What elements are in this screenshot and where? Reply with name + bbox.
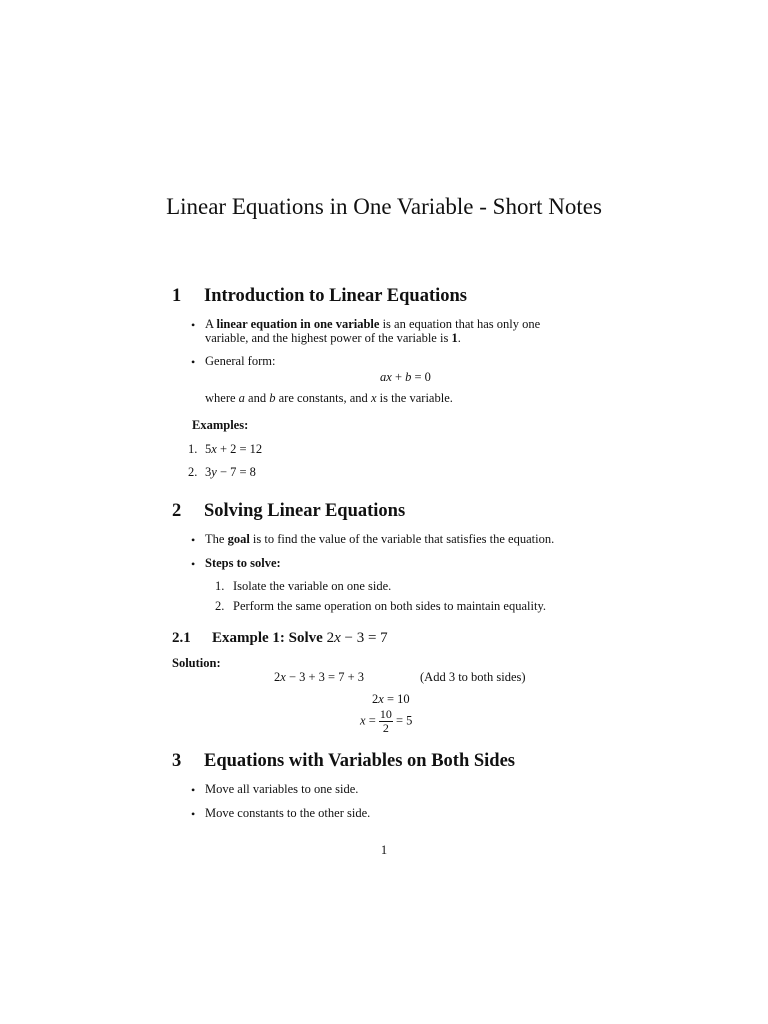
text-segment: The: [205, 532, 228, 546]
step-number: 2.: [215, 599, 225, 613]
solution-step-3: x = $\frac{10}{2}$ = 5: [360, 707, 413, 735]
text-segment: is an equation that has only one: [379, 317, 541, 331]
steps-label: Steps to solve:: [205, 556, 281, 570]
example-expression: 3y − 7 = 8: [205, 465, 256, 479]
bold-term: 1: [451, 331, 458, 345]
subsection-title-text: Example 1: Solve: [212, 630, 323, 646]
section-1-bullet-1: [205, 317, 625, 332]
bullet-icon: •: [191, 783, 196, 797]
section-3-number: 3: [172, 751, 182, 771]
fraction-result: = 5: [396, 713, 413, 728]
solution-label: Solution:: [172, 656, 221, 670]
subsection-title: [212, 630, 388, 647]
page-number: 1: [380, 843, 388, 857]
fraction: [379, 708, 393, 735]
step-text: Isolate the variable on one side.: [233, 579, 392, 593]
bullet-icon: •: [191, 557, 196, 571]
section-3-bullet: Move all variables to one side.: [205, 782, 359, 796]
bold-term: linear equation in one variable: [216, 317, 380, 331]
bullet-icon: •: [191, 355, 196, 369]
section-3-title: Equations with Variables on Both Sides: [204, 751, 516, 771]
section-1-bullet-1-line-2: [205, 331, 461, 346]
section-1-title: Introduction to Linear Equations: [204, 286, 468, 306]
fraction-denominator: 2: [382, 721, 389, 735]
subsection-title-math: 2x − 3 = 7: [326, 630, 388, 646]
solution-step-2: 2x = 10: [372, 692, 410, 706]
section-2-bullet-1: [205, 532, 554, 547]
general-form-equation: ax + b = 0: [380, 370, 431, 384]
solution-step-1: 2x − 3 + 3 = 7 + 3: [274, 670, 365, 684]
document-title: Linear Equations in One Variable - Short Notes: [166, 194, 602, 219]
text-segment: is to find the value of the variable that satisfies the equation.: [249, 532, 555, 546]
bold-term: goal: [227, 532, 250, 546]
solution-step-1-note: (Add 3 to both sides): [420, 670, 526, 684]
bullet-icon: •: [191, 318, 196, 332]
text-segment: .: [457, 331, 461, 345]
general-form-where: where a and b are constants, and x is the variable.: [205, 391, 453, 405]
text-segment: A: [205, 317, 217, 331]
step-text: Perform the same operation on both sides to maintain equality.: [233, 599, 547, 613]
examples-label: Examples:: [192, 418, 249, 432]
section-1-number: 1: [172, 286, 182, 306]
section-2-number: 2: [172, 501, 182, 521]
example-number: 2.: [188, 465, 198, 479]
bullet-icon: •: [191, 533, 196, 547]
example-expression: 5x + 2 = 12: [205, 442, 263, 456]
section-2-title: Solving Linear Equations: [204, 501, 406, 521]
step-number: 1.: [215, 579, 225, 593]
fraction-numerator: 10: [379, 707, 392, 721]
bullet-icon: •: [191, 807, 196, 821]
subsection-number: 2.1: [172, 630, 191, 646]
example-number: 1.: [188, 442, 198, 456]
section-3-bullet: Move constants to the other side.: [205, 806, 371, 820]
section-1-bullet-2-label: General form:: [205, 354, 276, 368]
text-segment: variable, and the highest power of the variable is: [205, 331, 452, 345]
